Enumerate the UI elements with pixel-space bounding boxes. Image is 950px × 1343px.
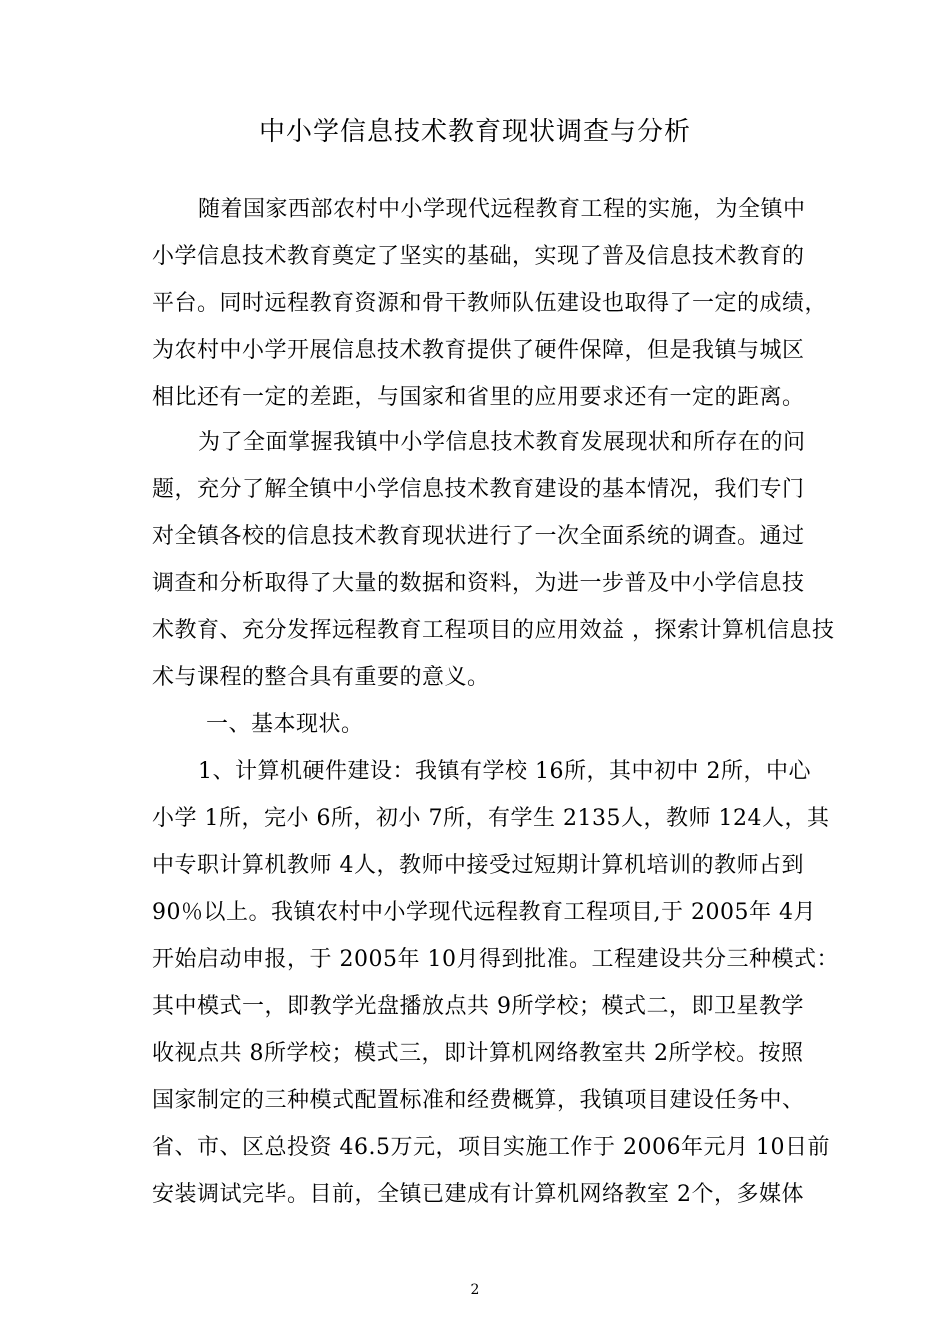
- section-heading: 一、基本现状。: [206, 712, 364, 737]
- page-number: 2: [470, 1282, 480, 1298]
- paragraph-line: 省、市、区总投资 46.5万元，项目实施工作于 2006年元月 10日前: [152, 1135, 830, 1160]
- paragraph-line: 为农村中小学开展信息技术教育提供了硬件保障，但是我镇与城区: [152, 338, 805, 363]
- paragraph-line: 收视点共 8所学校；模式三，即计算机网络教室共 2所学校。按照: [152, 1041, 804, 1066]
- paragraph-line: 小学 1所，完小 6所，初小 7所，有学生 2135人，教师 124人，其: [152, 806, 830, 831]
- paragraph-line: 安装调试完毕。目前，全镇已建成有计算机网络教室 2个，多媒体: [152, 1182, 804, 1207]
- paragraph-line: 开始启动申报，于 2005年 10月得到批准。工程建设共分三种模式：: [152, 947, 839, 972]
- paragraph-line: 题，充分了解全镇中小学信息技术教育建设的基本情况，我们专门: [152, 477, 805, 502]
- paragraph-line: 随着国家西部农村中小学现代远程教育工程的实施，为全镇中: [198, 197, 806, 222]
- paragraph-line: 平台。同时远程教育资源和骨干教师队伍建设也取得了一定的成绩，: [152, 291, 828, 316]
- paragraph-line: 中专职计算机教师 4人，教师中接受过短期计算机培训的教师占到: [152, 853, 804, 878]
- paragraph-line: 相比还有一定的差距，与国家和省里的应用要求还有一定的距离。: [152, 385, 805, 410]
- document-title: 中小学信息技术教育现状调查与分析: [258, 117, 691, 147]
- paragraph-line: 调查和分析取得了大量的数据和资料，为进一步普及中小学信息技: [152, 571, 805, 596]
- paragraph-line: 对全镇各校的信息技术教育现状进行了一次全面系统的调查。通过: [152, 524, 805, 549]
- paragraph-line: 1、计算机硬件建设：我镇有学校 16所，其中初中 2所，中心: [198, 759, 811, 784]
- paragraph-line: 其中模式一，即教学光盘播放点共 9所学校；模式二，即卫星教学: [152, 994, 804, 1019]
- paragraph-line: 90％以上。我镇农村中小学现代远程教育工程项目,于 2005年 4月: [152, 900, 816, 925]
- paragraph-line: 术与课程的整合具有重要的意义。: [152, 665, 490, 690]
- paragraph-line: 术教育、充分发挥远程教育工程项目的应用效益 ，探索计算机信息技: [152, 618, 835, 643]
- paragraph-line: 为了全面掌握我镇中小学信息技术教育发展现状和所存在的问: [198, 430, 806, 455]
- paragraph-line: 小学信息技术教育奠定了坚实的基础，实现了普及信息技术教育的: [152, 244, 805, 269]
- paragraph-line: 国家制定的三种模式配置标准和经费概算，我镇项目建设任务中、: [152, 1088, 805, 1113]
